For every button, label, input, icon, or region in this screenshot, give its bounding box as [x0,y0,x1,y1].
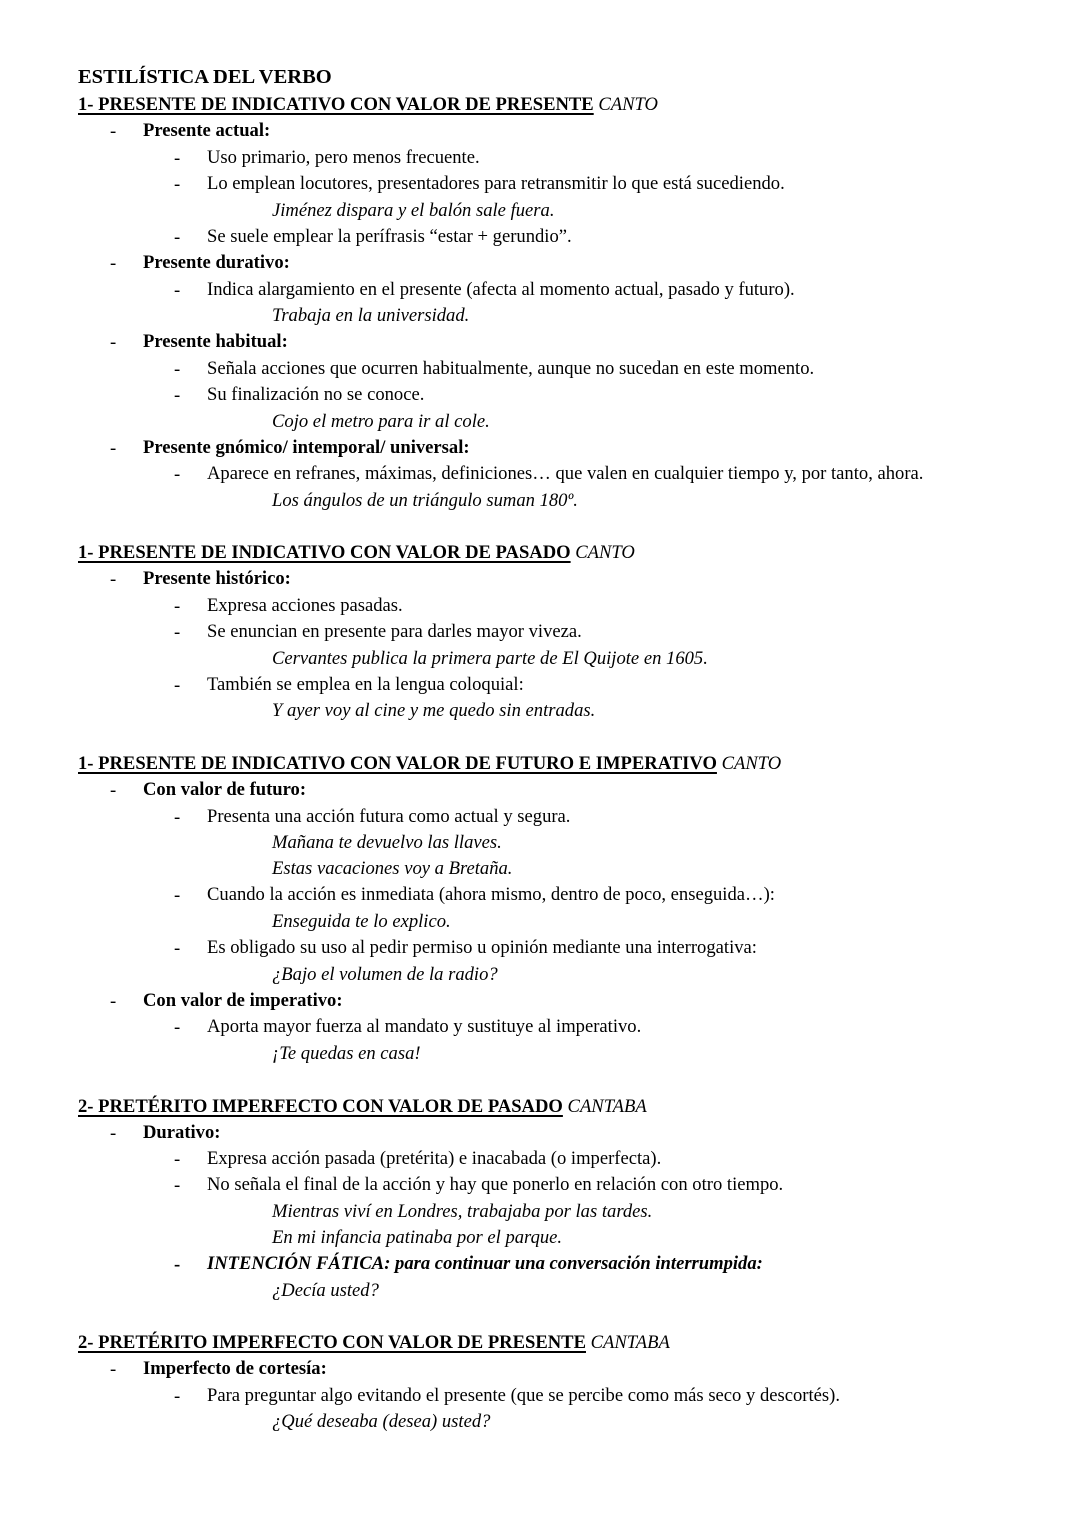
subsection-label: Con valor de imperativo: [143,990,343,1011]
bullet-dash: - [110,1123,117,1144]
bullet-dash: - [174,464,181,485]
bullet-text: Expresa acciones pasadas. [207,595,403,616]
bullet-dash: - [174,1017,181,1038]
bullet-dash: - [110,991,117,1012]
section-heading [78,1094,647,1120]
bullet-dash: - [174,1254,181,1275]
subsection-label: Presente actual: [143,120,271,141]
section-heading-text: 2- PRETÉRITO IMPERFECTO CON VALOR DE PRESENTE [78,1332,586,1353]
example-text: ¡Te quedas en casa! [272,1043,421,1064]
section-heading-text: 1- PRESENTE DE INDICATIVO CON VALOR DE PASADO [78,542,571,563]
subsection-label: Durativo: [143,1122,221,1143]
bullet-text: Se suele emplear la perífrasis “estar + gerundio”. [207,226,572,247]
example-text: Y ayer voy al cine y me quedo sin entradas. [272,700,596,721]
bullet-text: Uso primario, pero menos frecuente. [207,147,480,168]
bullet-dash: - [174,385,181,406]
bullet-dash: - [174,1149,181,1170]
bullet-dash: - [174,885,181,906]
bullet-text: Presenta una acción futura como actual y segura. [207,806,571,827]
bullet-text: Aparece en refranes, máximas, definiciones… que valen en cualquier tiempo y, por tanto, ahora. [207,463,924,484]
verb-form: CANTABA [590,1332,670,1353]
subsection-label: Presente histórico: [143,568,291,589]
bullet-text: Para preguntar algo evitando el presente (que se percibe como más seco y descortés). [207,1385,840,1406]
bullet-dash: - [174,1175,181,1196]
bullet-dash: - [110,1359,117,1380]
bullet-dash: - [174,1386,181,1407]
verb-form: CANTO [575,542,635,563]
bullet-dash: - [110,780,117,801]
example-text: Cervantes publica la primera parte de El Quijote en 1605. [272,648,708,669]
example-text: ¿Decía usted? [272,1280,379,1301]
subsection-label: Imperfecto de cortesía: [143,1358,327,1379]
bullet-dash: - [110,121,117,142]
bullet-text: Señala acciones que ocurren habitualmente, aunque no sucedan en este momento. [207,358,815,379]
bullet-dash: - [174,174,181,195]
section-heading [78,540,635,566]
example-text: Cojo el metro para ir al cole. [272,411,490,432]
bullet-text: Cuando la acción es inmediata (ahora mismo, dentro de poco, enseguida…): [207,884,775,905]
section-heading [78,1330,670,1356]
verb-form: CANTABA [567,1096,647,1117]
example-text: Enseguida te lo explico. [272,911,451,932]
subsection-label: Presente durativo: [143,252,290,273]
example-text: Jiménez dispara y el balón sale fuera. [272,200,555,221]
section-heading [78,92,658,118]
section-heading-text: 1- PRESENTE DE INDICATIVO CON VALOR DE PRESENTE [78,94,594,115]
bullet-text: Expresa acción pasada (pretérita) e inacabada (o imperfecta). [207,1148,662,1169]
example-text: Los ángulos de un triángulo suman 180º. [272,490,578,511]
bullet-dash: - [174,227,181,248]
bullet-dash: - [174,359,181,380]
bullet-text: Es obligado su uso al pedir permiso u opinión mediante una interrogativa: [207,937,757,958]
bullet-dash: - [174,675,181,696]
document-title: ESTILÍSTICA DEL VERBO [78,66,332,88]
example-text: Mientras viví en Londres, trabajaba por las tardes. [272,1201,653,1222]
bullet-text: Se enuncian en presente para darles mayor viveza. [207,621,582,642]
bullet-text: INTENCIÓN FÁTICA: para continuar una conversación interrumpida: [207,1253,763,1274]
subsection-label: Con valor de futuro: [143,779,307,800]
bullet-text: Lo emplean locutores, presentadores para retransmitir lo que está sucediendo. [207,173,785,194]
section-heading-text: 1- PRESENTE DE INDICATIVO CON VALOR DE FUTURO E IMPERATIVO [78,753,717,774]
example-text: Estas vacaciones voy a Bretaña. [272,858,513,879]
example-text: Mañana te devuelvo las llaves. [272,832,502,853]
bullet-dash: - [174,596,181,617]
bullet-dash: - [110,253,117,274]
bullet-dash: - [174,807,181,828]
bullet-dash: - [110,569,117,590]
example-text: ¿Bajo el volumen de la radio? [272,964,498,985]
bullet-dash: - [110,332,117,353]
subsection-label: Presente habitual: [143,331,288,352]
example-text: Trabaja en la universidad. [272,305,470,326]
section-heading-text: 2- PRETÉRITO IMPERFECTO CON VALOR DE PASADO [78,1096,563,1117]
bullet-text: Aporta mayor fuerza al mandato y sustituye al imperativo. [207,1016,642,1037]
example-text: ¿Qué deseaba (desea) usted? [272,1411,491,1432]
bullet-dash: - [174,280,181,301]
bullet-dash: - [174,938,181,959]
verb-form: CANTO [721,753,782,774]
bullet-text: Indica alargamiento en el presente (afecta al momento actual, pasado y futuro). [207,279,795,300]
bullet-text: No señala el final de la acción y hay que ponerlo en relación con otro tiempo. [207,1174,784,1195]
bullet-dash: - [174,622,181,643]
bullet-dash: - [110,438,117,459]
section-heading [78,751,781,777]
verb-form: CANTO [598,94,658,115]
bullet-dash: - [174,148,181,169]
subsection-label: Presente gnómico/ intemporal/ universal: [143,437,470,458]
example-text: En mi infancia patinaba por el parque. [272,1227,563,1248]
bullet-text: Su finalización no se conoce. [207,384,425,405]
bullet-text: También se emplea en la lengua coloquial: [207,674,524,695]
